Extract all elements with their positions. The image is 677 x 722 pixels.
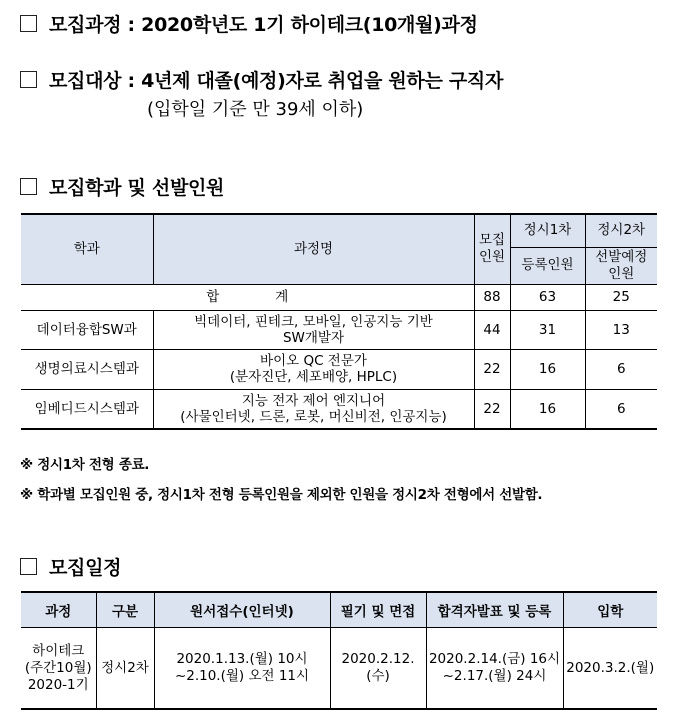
header-round1: 정시1차: [510, 214, 585, 247]
course-line-2: (사물인터넷, 드론, 로봇, 머신비전, 인공지능): [180, 408, 447, 425]
checkbox-square-icon: [20, 178, 37, 195]
header-total-l2: 인원: [478, 249, 506, 266]
recruit-table: [21, 213, 657, 430]
schedule-course-l2: (주간10월): [24, 659, 92, 676]
table-row-total: [21, 284, 657, 310]
course-line-1: 빅데이터, 핀테크, 모바일, 인공지능 기반: [194, 313, 433, 330]
header-round2: 정시2차: [585, 214, 657, 247]
section-departments-text: 모집학과 및 선발인원: [49, 177, 225, 199]
total-count: 88: [474, 284, 510, 310]
dept-round2: 13: [585, 310, 657, 349]
dept-round1: 16: [510, 349, 585, 389]
total-label-a: 합: [206, 289, 220, 305]
section-course-text: 모집과정 : 2020학년도 1기 하이테크(10개월)과정: [49, 14, 478, 36]
schedule-result-l1: 2020.2.14.(금) 16시: [428, 651, 561, 667]
section-departments: [20, 173, 224, 200]
course-line-2: (분자진단, 세포배양, HPLC): [229, 369, 398, 385]
header-total: [474, 214, 510, 284]
course-name: [153, 310, 474, 349]
course-line-2: SW개발자: [282, 329, 345, 346]
header-apply: 원서접수(인터넷): [154, 592, 330, 628]
schedule-exam: 2020.2.12.(수): [330, 628, 426, 710]
schedule-apply-l2: ~2.10.(월) 오전 11시: [174, 668, 310, 684]
checkbox-square-icon: [20, 558, 37, 575]
header-entrance: 입학: [563, 592, 657, 628]
dept-round2: 6: [585, 389, 657, 429]
section-course: [20, 10, 478, 37]
dept-total: 44: [474, 310, 510, 349]
section-schedule-text: 모집일정: [49, 557, 122, 579]
header-round1-sub: 등록인원: [510, 247, 585, 284]
table-row: [21, 628, 657, 710]
table-row: [21, 310, 657, 349]
course-name: [153, 349, 474, 389]
header-course: 과정: [21, 592, 96, 628]
schedule-entrance: 2020.3.2.(월): [563, 628, 657, 710]
checkbox-square-icon: [20, 71, 37, 88]
header-round2-sub-l1: 선발예정: [595, 248, 648, 265]
dept-name: 생명의료시스템과: [21, 349, 153, 389]
dept-round1: 31: [510, 310, 585, 349]
header-result: 합격자발표 및 등록: [426, 592, 563, 628]
note-round2-selection: ※ 학과별 모집인원 중, 정시1차 전형 등록인원을 제외한 인원을 정시2차 전형에서 선발함.: [20, 487, 543, 503]
schedule-table: [21, 591, 657, 710]
header-round2-sub: [585, 247, 657, 284]
total-label-b: 계: [275, 289, 289, 305]
schedule-result: [426, 628, 563, 710]
schedule-apply: [154, 628, 330, 710]
schedule-course-l1: 하이테크: [32, 642, 85, 659]
total-round2: 25: [585, 284, 657, 310]
header-type: 구분: [96, 592, 154, 628]
section-target-text: 모집대상 : 4년제 대졸(예정)자로 취업을 원하는 구직자: [49, 70, 504, 92]
note-round1-closed: ※ 정시1차 전형 종료.: [20, 457, 150, 473]
section-schedule: [20, 553, 121, 580]
table-row: [21, 349, 657, 389]
checkbox-square-icon: [20, 15, 37, 32]
total-label: [21, 284, 474, 310]
header-total-l1: 모집: [478, 232, 506, 249]
course-line-1: 바이오 QC 전문가: [260, 353, 367, 369]
header-exam: 필기 및 면접: [330, 592, 426, 628]
header-round2-sub-l2: 인원: [608, 265, 635, 282]
dept-round2: 6: [585, 349, 657, 389]
section-target: [20, 66, 503, 93]
target-age-note: (입학일 기준 만 39세 이하): [147, 99, 364, 120]
schedule-type: 정시2차: [96, 628, 154, 710]
course-name: [153, 389, 474, 429]
table-row: [21, 389, 657, 429]
schedule-course-l3: 2020-1기: [27, 676, 89, 693]
dept-round1: 16: [510, 389, 585, 429]
schedule-result-l2: ~2.17.(월) 24시: [442, 668, 547, 684]
schedule-course: [21, 628, 96, 710]
schedule-apply-l1: 2020.1.13.(월) 10시: [176, 651, 308, 667]
header-dept: 학과: [21, 214, 153, 284]
dept-total: 22: [474, 349, 510, 389]
dept-name: 임베디드시스템과: [21, 389, 153, 429]
header-course: 과정명: [153, 214, 474, 284]
course-line-1: 지능 전자 제어 엔지니어: [241, 392, 386, 409]
dept-total: 22: [474, 389, 510, 429]
total-round1: 63: [510, 284, 585, 310]
dept-name: 데이터융합SW과: [21, 310, 153, 349]
